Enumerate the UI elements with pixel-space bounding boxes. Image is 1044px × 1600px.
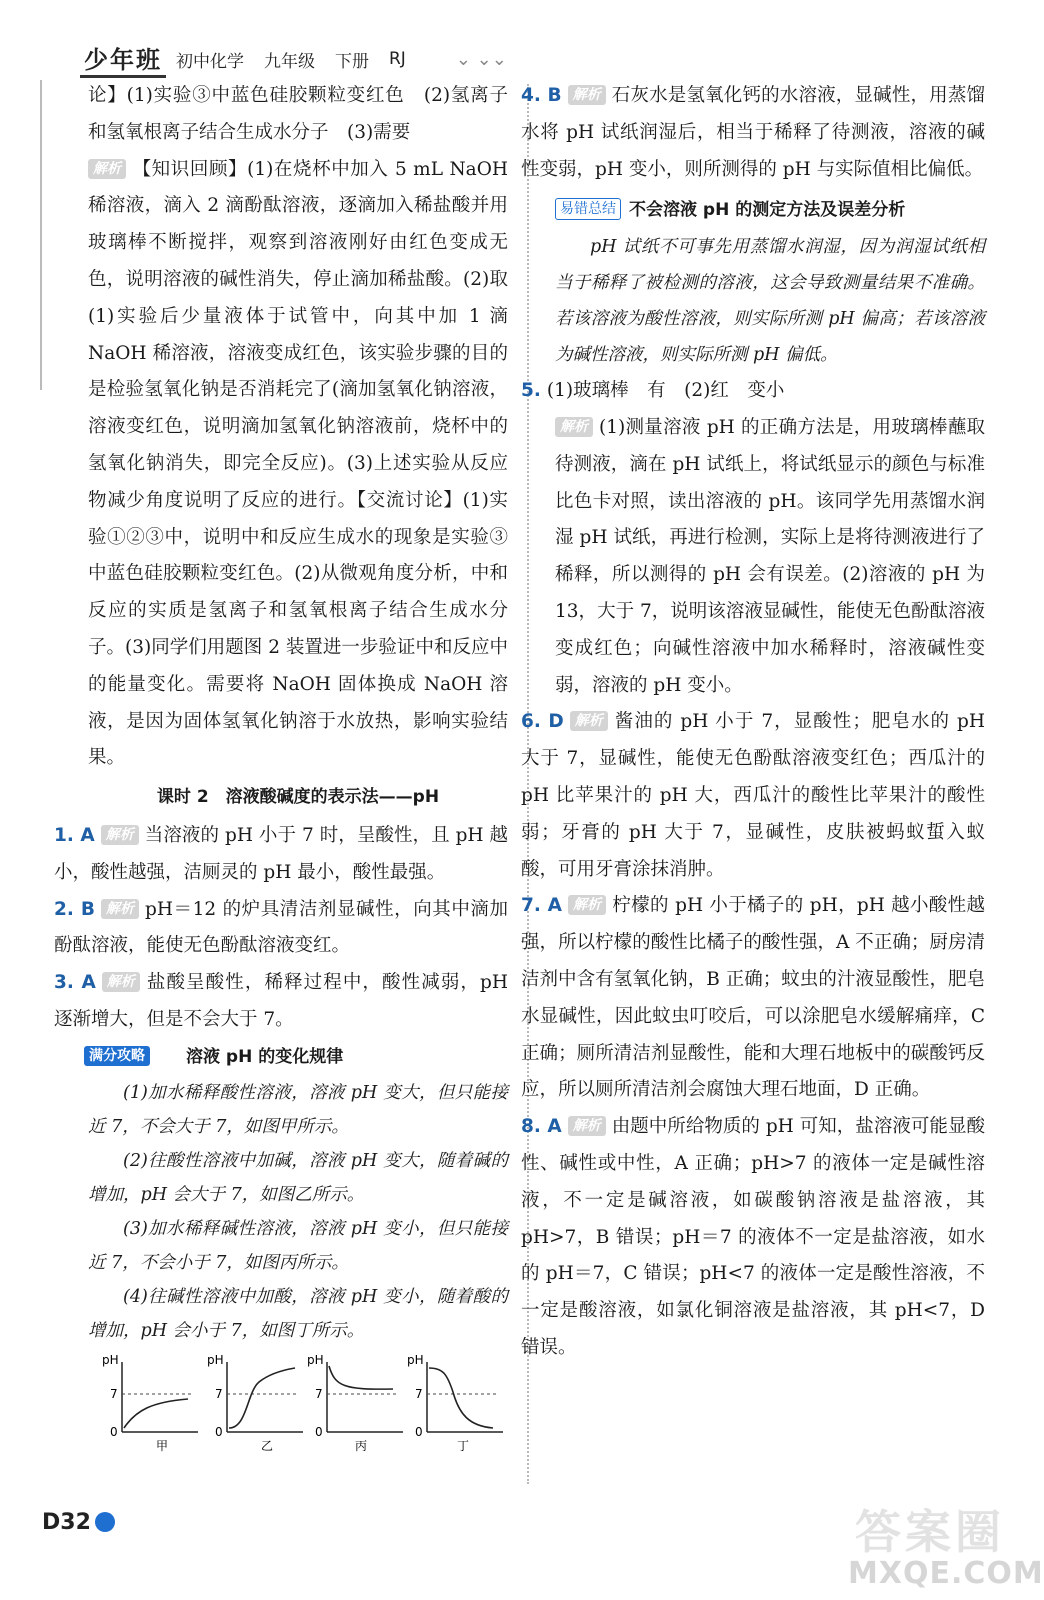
answer-5-result: (1)玻璃棒 有 (2)红 变小 <box>546 380 785 402</box>
answer-7 <box>521 888 985 1109</box>
graph-ylabel: pH <box>407 1353 424 1367</box>
answer-number: 2. B <box>54 898 96 920</box>
analysis-tag: 解析 <box>568 1116 606 1136</box>
header-decoration: ⌄ ⌄⌄ <box>455 48 507 70</box>
answer-3 <box>54 965 508 1039</box>
graph-bing <box>307 1353 403 1453</box>
graph-caption: 丙 <box>355 1439 368 1453</box>
analysis-tag: 解析 <box>102 972 140 992</box>
ph-graphs <box>102 1352 508 1457</box>
page-dot-icon <box>95 1512 115 1532</box>
answer-5-head <box>521 373 985 410</box>
answer-4 <box>521 78 985 188</box>
subject: 初中化学 <box>176 51 244 72</box>
answer-6 <box>521 704 985 888</box>
watermark-logo: 答案圈 <box>855 1505 1005 1559</box>
curve-bing <box>329 1366 393 1389</box>
page-header <box>80 42 507 76</box>
graph-ylabel: pH <box>102 1353 119 1367</box>
analysis-tag: 解析 <box>555 417 593 437</box>
answer-1 <box>54 818 508 892</box>
grade: 九年级 <box>264 51 315 72</box>
graph-ylabel: pH <box>207 1353 224 1367</box>
page-number-text: D32 <box>42 1510 91 1535</box>
strategy-tag: 满分攻略 <box>84 1046 150 1066</box>
rule-item: (2)往酸性溶液中加碱，溶液 pH 变大，随着碱的增加，pH 会大于 7，如图乙所示。 <box>88 1150 508 1205</box>
curve-ding <box>429 1368 493 1428</box>
answer-number: 3. A <box>54 972 96 994</box>
answer-continuation: 论】(1)实验③中蓝色硅胶颗粒变红色 (2)氢离子和氢氧根离子结合生成水分子 (3)需要 <box>88 85 508 143</box>
label-0: 0 <box>315 1425 323 1439</box>
strategy-header <box>84 1039 508 1076</box>
graph-jia <box>102 1353 198 1453</box>
answer-text: 石灰水是氢氧化钙的水溶液，显碱性，用蒸馏水将 pH 试纸润湿后，相当于稀释了待测液，溶液的碱性变弱，pH 变小，则所测得的 pH 与实际值相比偏低。 <box>521 85 985 180</box>
answer-number: 6. D <box>521 711 564 733</box>
analysis-tag: 解析 <box>101 825 139 845</box>
answer-5-analysis <box>555 410 985 704</box>
rules-list <box>88 1076 508 1348</box>
graph-ding <box>407 1353 503 1453</box>
margin-rule <box>40 80 42 390</box>
curve-yi <box>229 1368 295 1428</box>
analysis-tag: 解析 <box>101 899 139 919</box>
answer-text: pH＝12 的炉具清洁剂显碱性，向其中滴加酚酞溶液，能使无色酚酞溶液变红。 <box>54 898 508 957</box>
answer-2 <box>54 892 508 966</box>
answer-number: 5. <box>521 380 541 402</box>
right-column <box>521 78 985 1367</box>
answer-text: 由题中所给物质的 pH 可知，盐溶液可能显酸性、碱性或中性，A 正确；pH>7 的液体一定是碱性溶液，不一定是碱溶液，如碳酸钠溶液是盐溶液，其 pH>7，B 错误；pH＝7 的液体不一定是盐溶液，如水的 pH＝7，C 错误；pH<7 的液体一定是酸性溶液，不一定是酸溶液，如氯化铜溶液是盐溶液，其 pH<7，D 错误。 <box>521 1116 985 1358</box>
graph-ylabel: pH <box>307 1353 324 1367</box>
answer-text: 盐酸呈酸性，稀释过程中，酸性减弱，pH 逐渐增大，但是不会大于 7。 <box>54 972 508 1030</box>
answer-text: 当溶液的 pH 小于 7 时，呈酸性，且 pH 越小，酸性越强，洁厕灵的 pH 最小，酸性最强。 <box>54 824 508 883</box>
label-0: 0 <box>415 1425 423 1439</box>
graph-caption: 丁 <box>457 1439 470 1453</box>
tip-title: 不会溶液 pH 的测定方法及误差分析 <box>629 200 906 221</box>
brand-logo: 少年班 <box>80 40 166 78</box>
answer-number: 4. B <box>521 85 562 106</box>
label-7: 7 <box>315 1387 323 1401</box>
label-7: 7 <box>110 1387 118 1401</box>
analysis-paragraph <box>88 152 508 778</box>
graph-caption: 甲 <box>156 1439 169 1453</box>
label-0: 0 <box>215 1425 223 1439</box>
answer-number: 1. A <box>54 824 95 846</box>
rule-item: (3)加水稀释碱性溶液，溶液 pH 变小，但只能接近 7，不会小于 7，如图丙所示。 <box>88 1218 508 1273</box>
label-7: 7 <box>415 1387 423 1401</box>
answer-number: 7. A <box>521 895 563 917</box>
rule-item: (4)往碱性溶液中加酸，溶液 pH 变小，随着酸的增加，pH 会小于 7，如图丁所示。 <box>88 1286 508 1341</box>
curve-jia <box>124 1399 188 1428</box>
label-7: 7 <box>215 1387 223 1401</box>
volume: 下册 <box>335 51 369 72</box>
answer-text: 酱油的 pH 小于 7，显酸性；肥皂水的 pH 大于 7，显碱性，能使无色酚酞溶液变红色；西瓜汁的 pH 比苹果汁的 pH 大，西瓜汁的酸性比苹果汁的酸性弱；牙膏的 pH 大于 7，显碱性，皮肤被蚂蚁蜇入蚁酸，可用牙膏涂抹消肿。 <box>521 711 985 880</box>
analysis-tag: 解析 <box>568 895 606 915</box>
answer-8 <box>521 1109 985 1367</box>
analysis-tag: 解析 <box>88 159 126 179</box>
error-summary-tag: 易错总结 <box>555 198 621 220</box>
analysis-text: 【知识回顾】(1)在烧杯中加入 5 mL NaOH 稀溶液，滴入 2 滴酚酞溶液，逐滴加入稀盐酸并用玻璃棒不断搅拌，观察到溶液刚好由红色变成无色，说明溶液的碱性消失，停止滴加稀盐酸。(2)取(1)实验后少量液体于试管中，向其中加 1 滴 NaOH 稀溶液，溶液变成红色，该实验步骤的目的是检验氢氧化钠是否消耗完了(滴加氢氧化钠溶液，溶液变红色，说明滴加氢氧化钠溶液前，烧杯中的氢氧化钠消失，即完全反应)。(3)上述实验从反应物减少角度说明了反应的进行。【交流讨论】(1)实验①②③中，说明中和反应生成水的现象是实验③中蓝色硅胶颗粒变红色。(2)从微观角度分析，中和反应的实质是氢离子和氢氧根离子结合生成水分子。(3)同学们用题图 2 装置进一步验证中和反应中的能量变化。需要将 NaOH 固体换成 NaOH 溶液，是因为固体氢氧化钠溶于水放热，影响实验结果。 <box>88 158 508 769</box>
tip-header <box>555 192 985 229</box>
watermark-url: MXQE.COM <box>848 1556 1044 1591</box>
page-number <box>42 1510 115 1535</box>
edition: RJ <box>389 49 406 69</box>
analysis-tag: 解析 <box>570 711 608 731</box>
lesson-title: 课时 2 溶液酸碱度的表示法——pH <box>156 787 440 808</box>
answer-text: (1)测量溶液 pH 的正确方法是，用玻璃棒蘸取待测液，滴在 pH 试纸上，将试纸显示的颜色与标准比色卡对照，读出溶液的 pH。该同学先用蒸馏水润湿 pH 试纸，再进行检测，实际上是将待测液进行了稀释，所以测得的 pH 会有误差。(2)溶液的 pH 为 13，大于 7，说明该溶液显碱性，能使无色酚酞溶液变成红色；向碱性溶液中加水稀释时，溶液碱性变弱，溶液的 pH 变小。 <box>555 416 985 696</box>
left-column <box>54 78 508 1348</box>
strategy-title: 溶液 pH 的变化规律 <box>186 1046 344 1067</box>
answer-number: 8. A <box>521 1116 562 1138</box>
rule-item: (1)加水稀释酸性溶液，溶液 pH 变大，但只能接近 7，不会大于 7，如图甲所示。 <box>88 1082 508 1137</box>
tip-text: pH 试纸不可事先用蒸馏水润湿，因为润湿试纸相当于稀释了被检测的溶液，这会导致测量结果不准确。若该溶液为酸性溶液，则实际所测 pH 偏高；若该溶液为碱性溶液，则实际所测 pH 偏低。 <box>555 237 985 366</box>
label-0: 0 <box>110 1425 118 1439</box>
graph-yi <box>207 1353 303 1453</box>
answer-text: 柠檬的 pH 小于橘子的 pH，pH 越小酸性越强，所以柠檬的酸性比橘子的酸性强，A 不正确；厨房清洁剂中含有氢氧化钠，B 正确；蚊虫的汁液显酸性，肥皂水显碱性，因此蚊虫叮咬后，可以涂肥皂水缓解痛痒，C 正确；厕所清洁剂显酸性，能和大理石地板中的碳酸钙反应，所以厕所清洁剂会腐蚀大理石地面，D 正确。 <box>521 895 985 1101</box>
graph-caption: 乙 <box>261 1439 274 1453</box>
analysis-tag: 解析 <box>568 85 606 105</box>
